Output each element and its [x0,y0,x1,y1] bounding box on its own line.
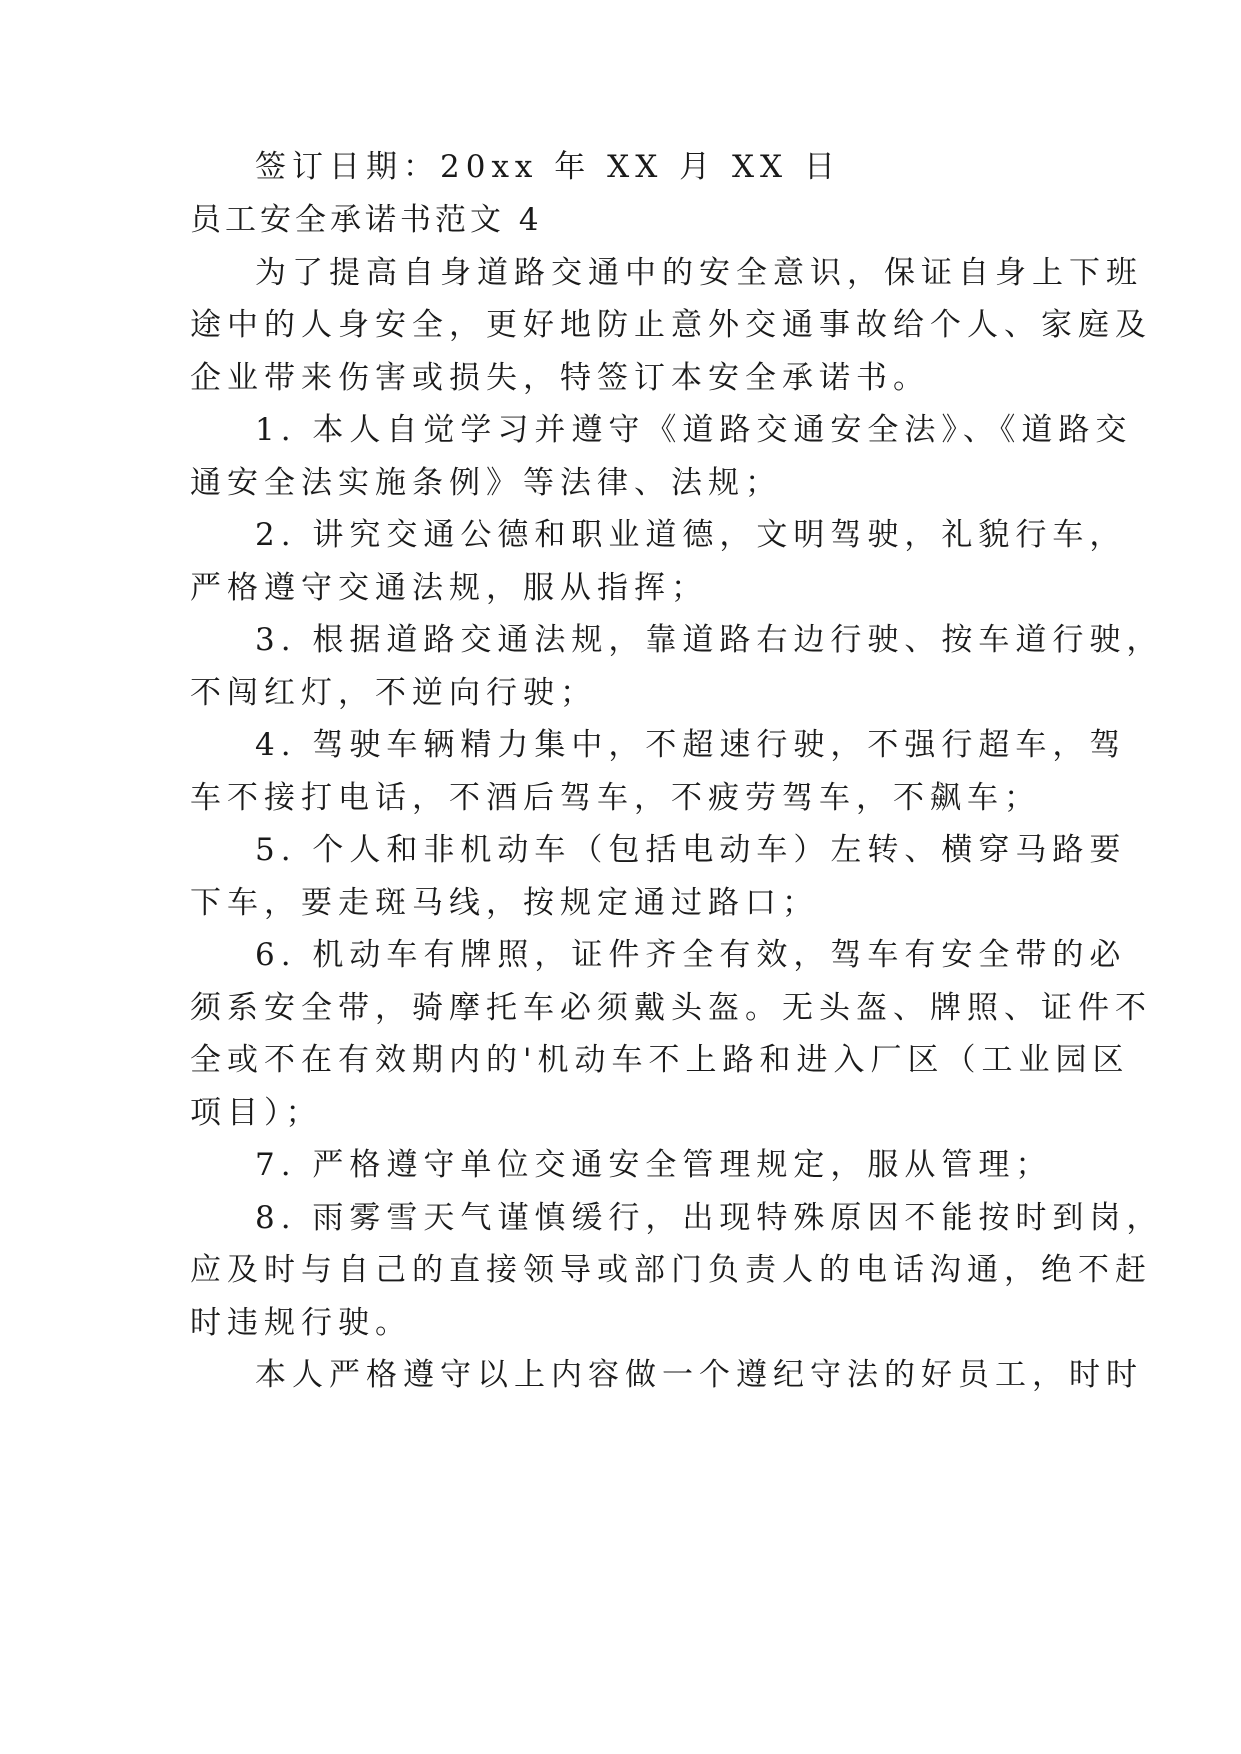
signing-date: 签订日期：20xx 年 XX 月 XX 日 [255,149,841,185]
closing-paragraph: 本人严格遵守以上内容做一个遵纪守法的好员工，时时 [255,1357,1143,1393]
list-item-2: 2. 讲究交通公德和职业道德，文明驾驶，礼貌行车， [255,517,1127,553]
paragraph-line: 时违规行驶。 [190,1305,412,1341]
list-item-7: 7. 严格遵守单位交通安全管理规定，服从管理； [255,1147,1053,1183]
paragraph-line: 车不接打电话，不酒后驾车，不疲劳驾车，不飙车； [190,780,1041,816]
list-item-5: 5. 个人和非机动车（包括电动车）左转、横穿马路要 [255,832,1127,868]
list-item-4: 4. 驾驶车辆精力集中，不超速行驶，不强行超车，驾 [255,727,1127,763]
paragraph-line: 企业带来伤害或损失，特签订本安全承诺书。 [190,360,930,396]
list-item-8: 8. 雨雾雪天气谨慎缓行，出现特殊原因不能按时到岗， [255,1200,1164,1236]
paragraph-line: 项目）； [190,1095,323,1131]
list-item-3: 3. 根据道路交通法规，靠道路右边行驶、按车道行驶， [255,622,1164,658]
list-item-6: 6. 机动车有牌照，证件齐全有效，驾车有安全带的必 [255,937,1127,973]
paragraph-line: 途中的人身安全，更好地防止意外交通事故给个人、家庭及 [190,307,1152,343]
paragraph-line: 下车，要走斑马线，按规定通过路口； [190,885,819,921]
paragraph-line: 通安全法实施条例》等法律、法规； [190,465,782,501]
paragraph-line: 全或不在有效期内的'机动车不上路和进入厂区（工业园区 [190,1042,1130,1078]
paragraph-line: 为了提高自身道路交通中的安全意识，保证自身上下班 [255,255,1143,291]
paragraph-line: 须系安全带，骑摩托车必须戴头盔。无头盔、牌照、证件不 [190,990,1152,1026]
paragraph-line: 应及时与自己的直接领导或部门负责人的电话沟通，绝不赶 [190,1252,1152,1288]
section-title: 员工安全承诺书范文 4 [190,202,543,238]
paragraph-line: 不闯红灯，不逆向行驶； [190,675,597,711]
list-item-1: 1. 本人自觉学习并遵守《道路交通安全法》、《道路交 [255,412,1133,448]
paragraph-line: 严格遵守交通法规，服从指挥； [190,570,708,606]
